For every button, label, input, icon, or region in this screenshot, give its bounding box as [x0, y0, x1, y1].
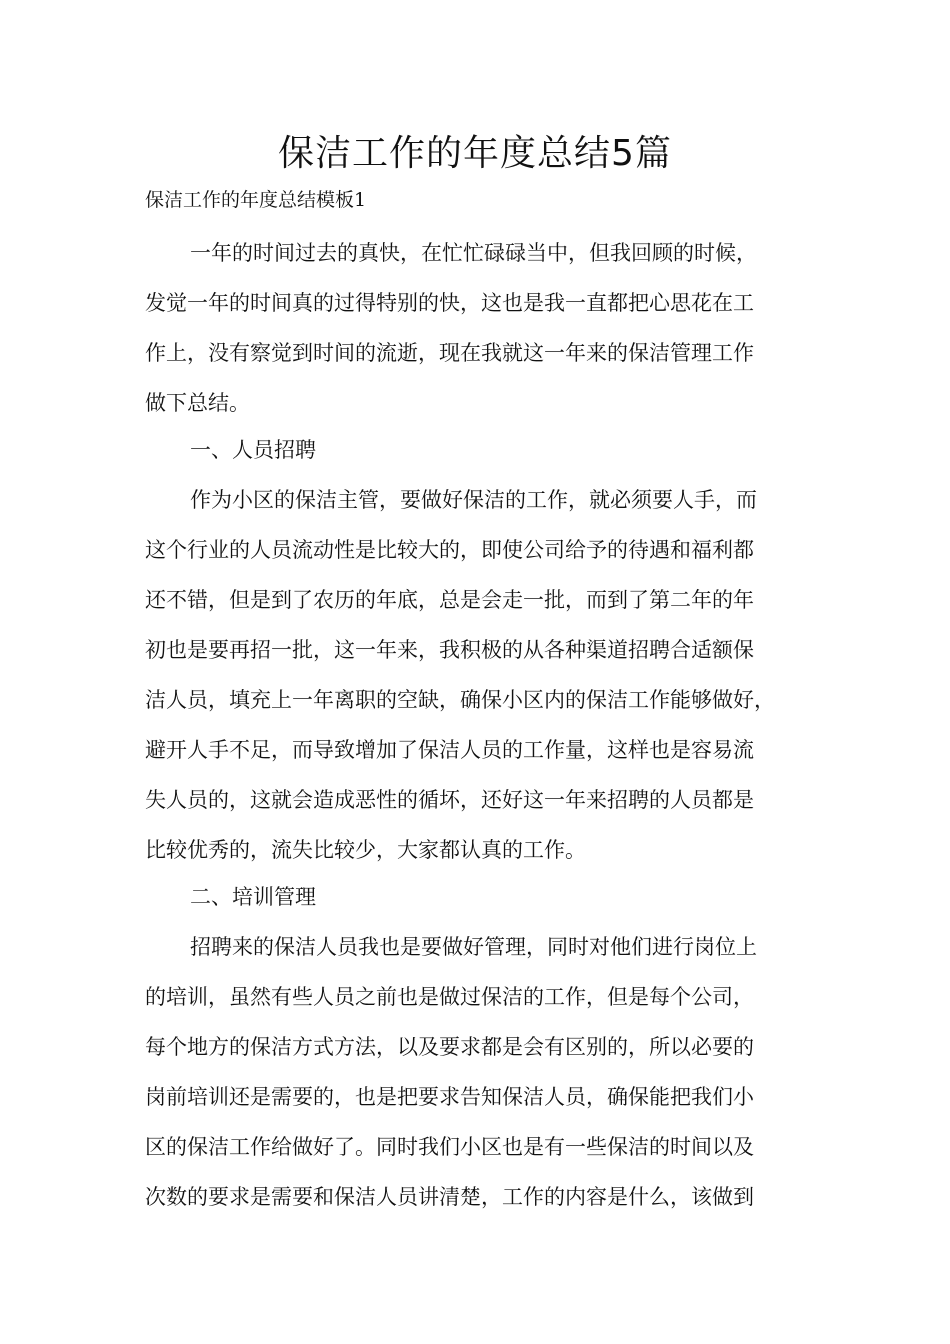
paragraph-line: 洁人员，填充上一年离职的空缺，确保小区内的保洁工作能够做好，	[145, 688, 775, 712]
paragraph-line: 的培训，虽然有些人员之前也是做过保洁的工作，但是每个公司，	[145, 985, 754, 1009]
paragraph-line: 每个地方的保洁方式方法，以及要求都是会有区别的，所以必要的	[145, 1035, 754, 1059]
paragraph-line: 这个行业的人员流动性是比较大的，即使公司给予的待遇和福利都	[145, 538, 754, 562]
paragraph-line: 作上，没有察觉到时间的流逝，现在我就这一年来的保洁管理工作	[145, 341, 754, 365]
section-heading: 二、培训管理	[190, 885, 316, 909]
paragraph-line: 作为小区的保洁主管，要做好保洁的工作，就必须要人手，而	[190, 488, 757, 512]
paragraph-line: 区的保洁工作给做好了。同时我们小区也是有一些保洁的时间以及	[145, 1135, 754, 1159]
document-title: 保洁工作的年度总结5篇	[278, 133, 672, 174]
paragraph-line: 避开人手不足，而导致增加了保洁人员的工作量，这样也是容易流	[145, 738, 754, 762]
paragraph-line: 失人员的，这就会造成恶性的循坏，还好这一年来招聘的人员都是	[145, 788, 754, 812]
paragraph-line: 发觉一年的时间真的过得特别的快，这也是我一直都把心思花在工	[145, 291, 754, 315]
paragraph-line: 还不错，但是到了农历的年底，总是会走一批，而到了第二年的年	[145, 588, 754, 612]
paragraph-line: 招聘来的保洁人员我也是要做好管理，同时对他们进行岗位上	[190, 935, 757, 959]
document-subtitle: 保洁工作的年度总结模板1	[145, 189, 367, 211]
paragraph-line: 做下总结。	[145, 391, 250, 415]
paragraph-line: 初也是要再招一批，这一年来，我积极的从各种渠道招聘合适额保	[145, 638, 754, 662]
paragraph-line: 岗前培训还是需要的，也是把要求告知保洁人员，确保能把我们小	[145, 1085, 754, 1109]
section-heading: 一、人员招聘	[190, 438, 316, 462]
paragraph-line: 一年的时间过去的真快，在忙忙碌碌当中，但我回顾的时候，	[190, 241, 757, 265]
paragraph-line: 次数的要求是需要和保洁人员讲清楚，工作的内容是什么，该做到	[145, 1185, 754, 1209]
paragraph-line: 比较优秀的，流失比较少，大家都认真的工作。	[145, 838, 586, 862]
